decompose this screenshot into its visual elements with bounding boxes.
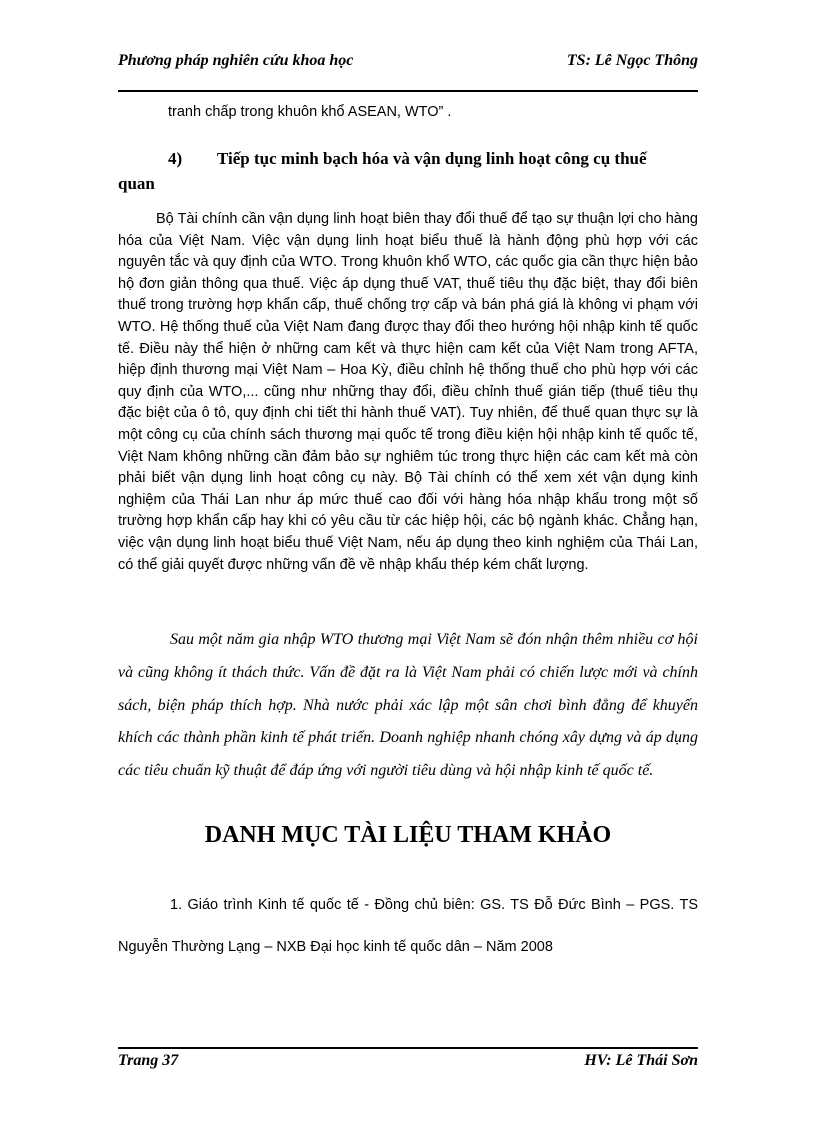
- conclusion-paragraph: Sau một năm gia nhập WTO thương mại Việt Nam sẽ đón nhận thêm nhiều cơ hội và cũng không ít thách thức. Vấn đề đặt ra là Việt Nam phải có chiến lược mới và chính sách, biện pháp thích hợp. Nhà nước phải xác lập một sân chơi bình đẳng để khuyến khích các thành phần kinh tế phát triển. Doanh nghiệp nhanh chóng xây dựng và áp dụng các tiêu chuẩn kỹ thuật để đáp ứng với người tiêu dùng và hội nhập kinh tế quốc tế.: [118, 631, 698, 780]
- page-header: [118, 52, 698, 76]
- footer-author: HV: Lê Thái Sơn: [584, 1052, 698, 1069]
- section-title-line2: quan: [118, 174, 155, 193]
- header-instructor: TS: Lê Ngọc Thông: [566, 52, 698, 69]
- section-number: 4): [168, 149, 183, 168]
- header-course-title: Phương pháp nghiên cứu khoa học: [118, 52, 354, 69]
- reference-item: 1. Giáo trình Kinh tế quốc tế - Đồng chủ biên: GS. TS Đỗ Đức Bình – PGS. TS Nguyễn Thường Lạng – NXB Đại học kinh tế quốc dân – Năm 2008: [118, 897, 698, 955]
- section-title-line1: Tiếp tục minh bạch hóa và vận dụng linh hoạt công cụ thuế: [217, 149, 647, 168]
- body-paragraph: Bộ Tài chính cần vận dụng linh hoạt biên thay đổi thuế để tạo sự thuận lợi cho hàng hóa của Việt Nam. Việc vận dụng linh hoạt biểu thuế là hành động phù hợp với các nguyên tắc và quy định của WTO. Trong khuôn khổ WTO, các quốc gia cần thực hiện bảo hộ đơn giản thông qua thuế. Việc áp dụng thuế VAT, thuế tiêu thụ đặc biệt, thay đổi biên thuế trong trường hợp khẩn cấp, thuế chống trợ cấp và bán phá giá là không vi phạm với WTO. Hệ thống thuế của Việt Nam đang được thay đổi theo hướng hội nhập kinh tế quốc tế. Điều này thể hiện ở những cam kết và thực hiện cam kết của Việt Nam trong AFTA, hiệp định thương mại Việt Nam – Hoa Kỳ, điều chỉnh hệ thống thuế cho phù hợp với các quy định của WTO,... cũng như những thay đổi, điều chỉnh thuế gián tiếp (thuế tiêu thụ đặc biệt của ô tô, quy định chi tiết thi hành thuế VAT). Tuy nhiên, để thuế quan thực sự là một công cụ của chính sách thương mại quốc tế trong điều kiện hội nhập kinh tế quốc tế, Việt Nam không những cần đảm bảo sự nghiêm túc trong thực hiện các cam kết mà còn phải biết vận dụng linh hoạt công cụ này. Bộ Tài chính có thể xem xét vận dụng kinh nghiệm của Thái Lan như áp mức thuế cao đối với hàng hóa nhập khẩu trong một số trường hợp khẩn cấp hay khi có yêu cầu từ các hiệp hội, các bộ ngành khác. Chẳng hạn, việc vận dụng linh hoạt biểu thuế Việt Nam, nếu áp dụng theo kinh nghiệm của Thái Lan, có thể giải quyết được những vấn đề về nhập khẩu thép kém chất lượng.: [118, 211, 698, 573]
- header-rule: [118, 90, 698, 92]
- continuation-line: tranh chấp trong khuôn khổ ASEAN, WTO” .: [168, 104, 452, 120]
- references-title: DANH MỤC TÀI LIỆU THAM KHẢO: [204, 822, 612, 848]
- footer-rule: [118, 1047, 698, 1049]
- page-footer: [118, 1052, 698, 1076]
- footer-page-number: Trang 37: [118, 1052, 179, 1069]
